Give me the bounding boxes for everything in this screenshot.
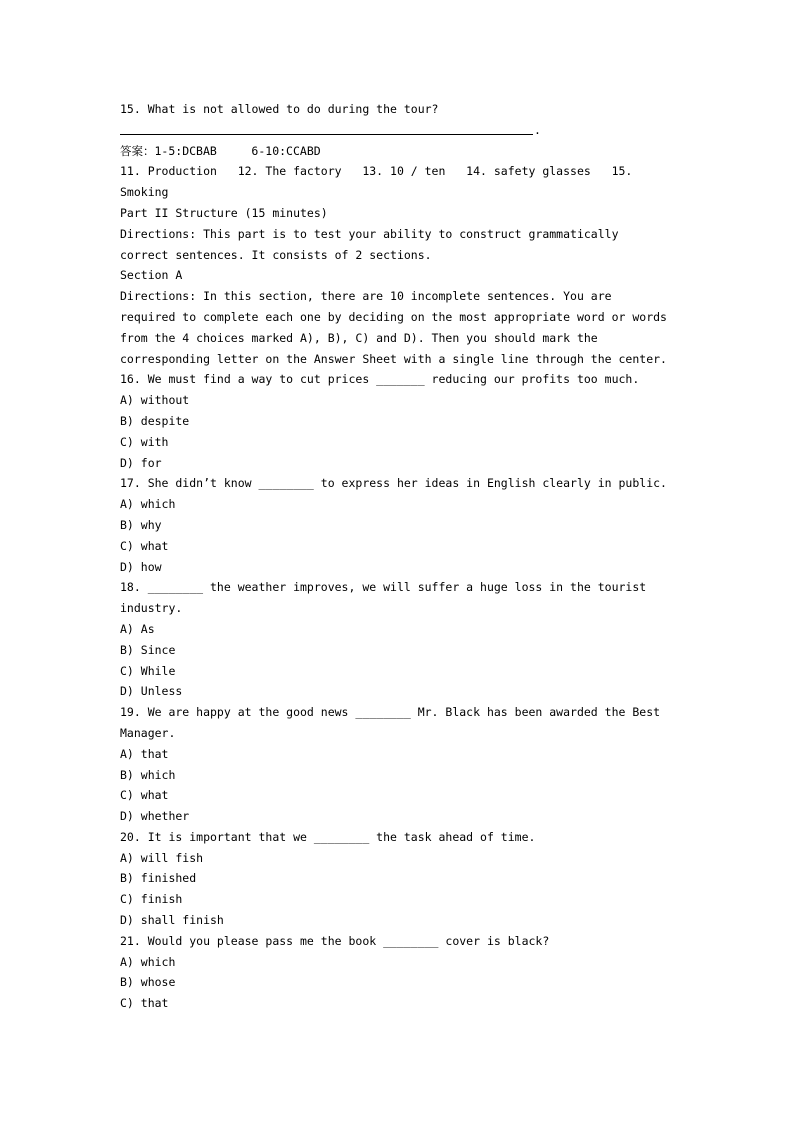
question-21: 21. Would you please pass me the book ________ cover is black? bbox=[120, 933, 550, 948]
option-20d: D) shall finish bbox=[120, 913, 224, 928]
part-title: Part II Structure (15 minutes) bbox=[120, 205, 328, 220]
question-19-cont: Manager. bbox=[120, 725, 176, 740]
directions-line-2: correct sentences. It consists of 2 sections. bbox=[120, 247, 432, 262]
option-19c: C) what bbox=[120, 788, 169, 803]
answer-underline bbox=[120, 134, 533, 135]
section-title: Section A bbox=[120, 268, 183, 283]
option-18a: A) As bbox=[120, 621, 155, 636]
option-17c: C) what bbox=[120, 538, 169, 553]
question-15: 15. What is not allowed to do during the tour? bbox=[120, 102, 439, 116]
directions-line-1: Directions: This part is to test your ability to construct grammatically bbox=[120, 226, 619, 241]
question-18-cont: industry. bbox=[120, 601, 183, 616]
option-16c: C) with bbox=[120, 434, 169, 449]
option-17a: A) which bbox=[120, 497, 176, 512]
option-21b: B) whose bbox=[120, 975, 176, 990]
option-19d: D) whether bbox=[120, 809, 190, 824]
answer-key-15-cont: Smoking bbox=[120, 185, 169, 200]
answer-key-1-10: 答案：1-5:DCBAB 6-10:CCABD bbox=[120, 143, 321, 158]
option-20b: B) finished bbox=[120, 871, 197, 886]
question-19: 19. We are happy at the good news ________ Mr. Black has been awarded the Best bbox=[120, 705, 661, 720]
option-19b: B) which bbox=[120, 767, 176, 782]
option-21a: A) which bbox=[120, 954, 176, 969]
option-17d: D) how bbox=[120, 559, 162, 574]
section-directions-1: Directions: In this section, there are 10 incomplete sentences. You are bbox=[120, 289, 612, 304]
option-21c: C) that bbox=[120, 996, 169, 1011]
question-20: 20. It is important that we ________ the task ahead of time. bbox=[120, 829, 536, 844]
option-16b: B) despite bbox=[120, 413, 190, 428]
section-directions-2: required to complete each one by deciding on the most appropriate word or words bbox=[120, 309, 667, 324]
option-20a: A) will fish bbox=[120, 850, 204, 865]
option-16d: D) for bbox=[120, 455, 162, 470]
answer-end-period: . bbox=[534, 122, 541, 137]
question-18: 18. ________ the weather improves, we will suffer a huge loss in the tourist bbox=[120, 580, 647, 595]
option-20c: C) finish bbox=[120, 892, 183, 907]
option-18b: B) Since bbox=[120, 642, 176, 657]
question-16: 16. We must find a way to cut prices _______ reducing our profits too much. bbox=[120, 372, 640, 387]
section-directions-3: from the 4 choices marked A), B), C) and D). Then you should mark the bbox=[120, 330, 598, 345]
option-18c: C) While bbox=[120, 663, 176, 678]
question-17: 17. She didn’t know ________ to express her ideas in English clearly in public. bbox=[120, 476, 667, 491]
answer-key-11-15: 11. Production 12. The factory 13. 10 / ten 14. safety glasses 15. bbox=[120, 164, 633, 179]
option-19a: A) that bbox=[120, 746, 169, 761]
option-18d: D) Unless bbox=[120, 684, 183, 699]
option-17b: B) why bbox=[120, 517, 162, 532]
option-16a: A) without bbox=[120, 393, 190, 408]
answer-blank-15 bbox=[120, 120, 680, 141]
section-directions-4: corresponding letter on the Answer Sheet with a single line through the center. bbox=[120, 351, 667, 366]
document-page bbox=[120, 99, 680, 1014]
